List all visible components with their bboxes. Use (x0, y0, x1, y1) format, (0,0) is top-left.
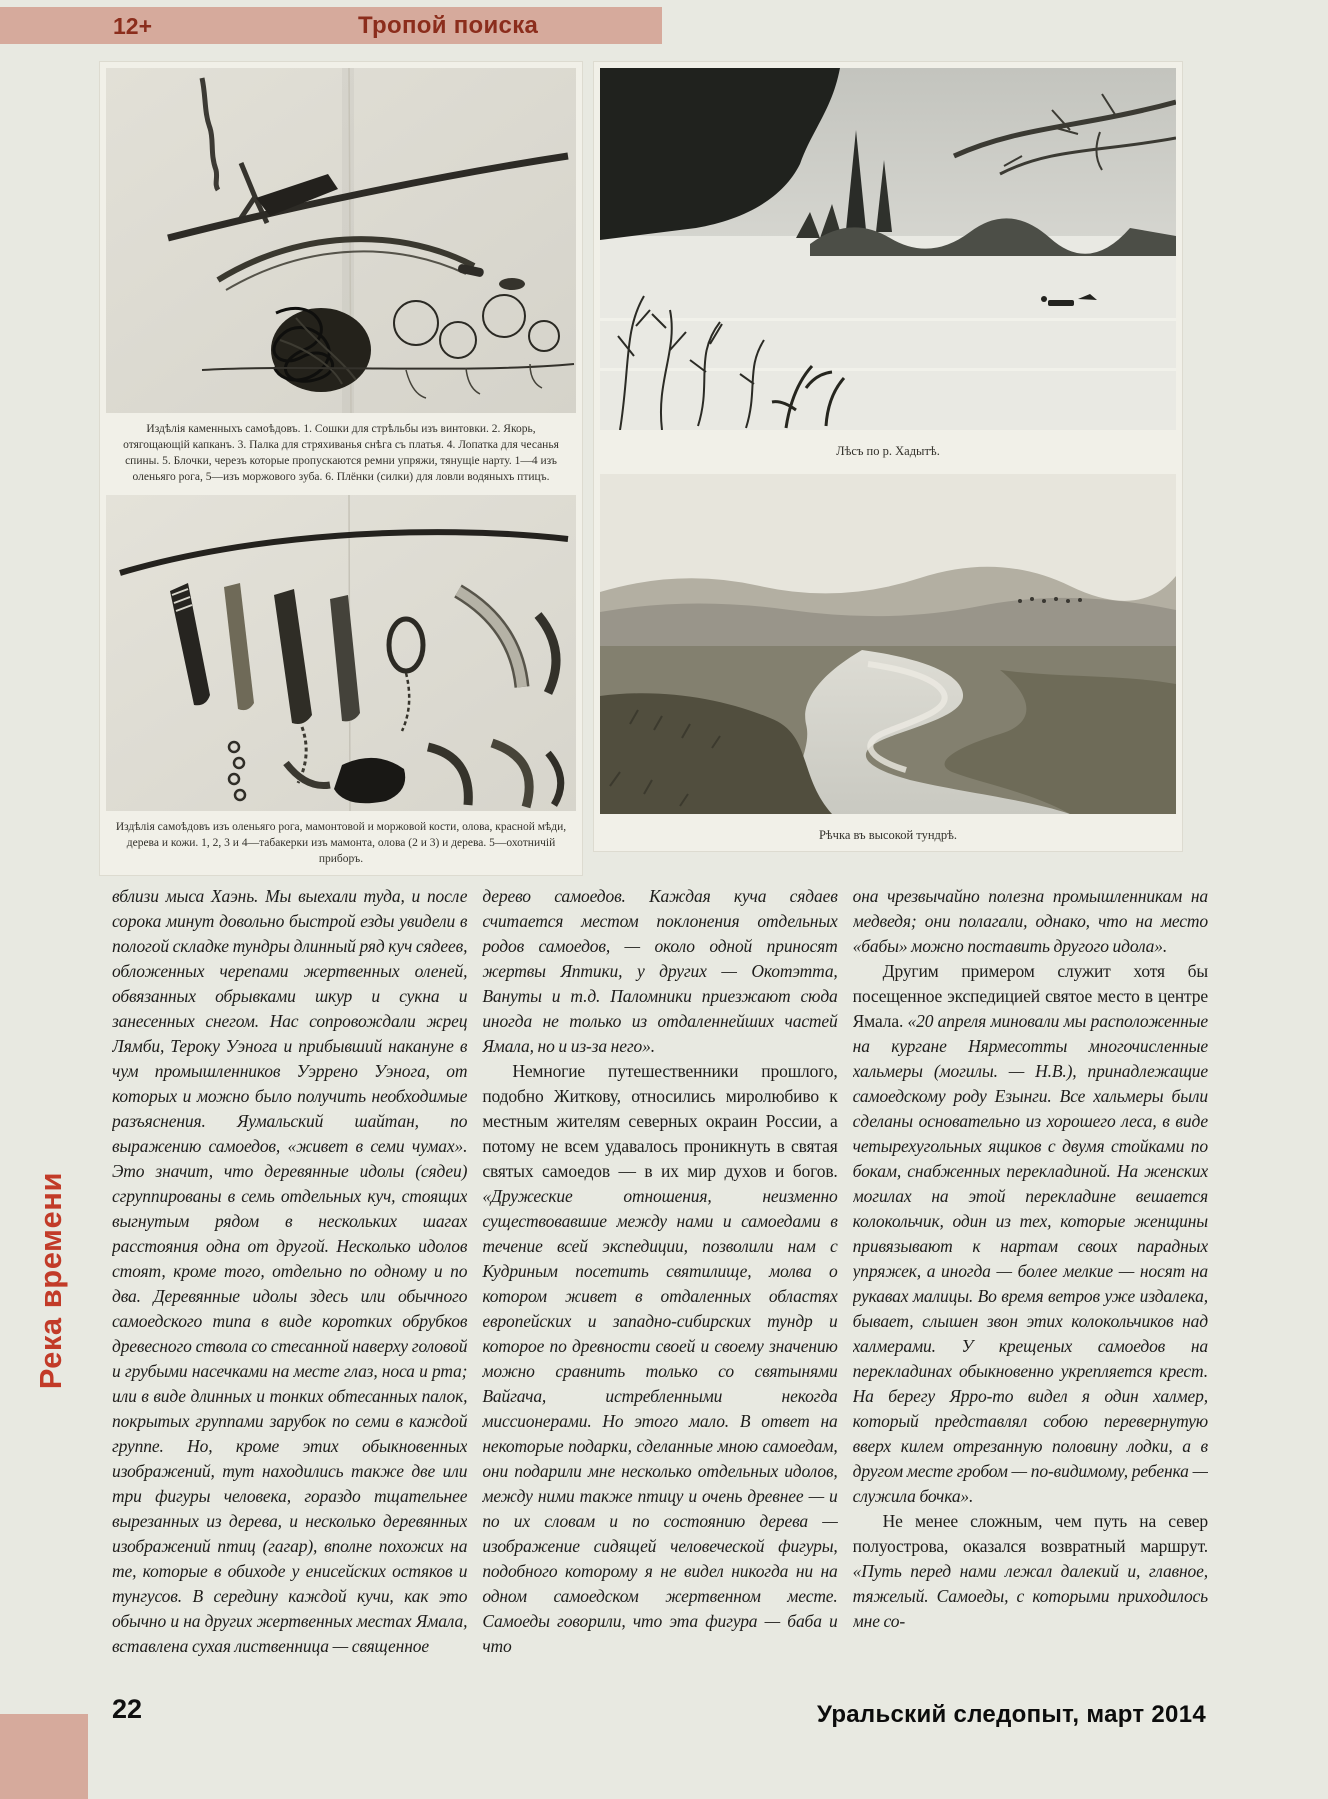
article-column-1 (112, 884, 467, 1696)
tundra-river-photo (600, 474, 1176, 814)
age-rating-badge: 12+ (113, 13, 153, 39)
corner-accent-block (0, 1714, 88, 1799)
stone-artifacts-photo (106, 68, 576, 413)
stone-artifacts-caption: Издѣлія каменныхъ самоѣдовъ. 1. Сошки для стрѣльбы изъ винтовки. 2. Якорь, отягощающій капканъ. 3. Палка для стряхиванья снѣга съ платья. 4. Лопатка для чесанья спины. 5. Блочки, черезъ которые пропускаются ремни упряжи, тянущіе нарту. 1—4 изъ оленьяго рога, 5—изъ моржового зуба. 6. Плёнки (силки) для ловли водяныхъ птицъ. (123, 423, 559, 483)
forest-river-photo (600, 68, 1176, 430)
paragraph-text: Другим примером служит хотя бы посещенное экспедицией святое место в центре Ямала. (852, 961, 1208, 1031)
paragraph (853, 1509, 1208, 1634)
paragraph-text: Не менее сложным, чем путь на север полуострова, оказался возвратный маршрут. (852, 1511, 1208, 1556)
paragraph (853, 959, 1208, 1509)
quote-text: «20 апреля миновали мы расположенные на кургане Нярмесотты многочисленные хальмеры (могилы. — Н.В.), принадлежащие самоедскому роду Езынги. Все хальмеры были сделаны основательно из хорошего леса, в виде четырехугольных ящиков с двумя стойками по бокам, снабженных перекладиной. На женских могилах на этой перекладине вешается колокольчик, один из тех, которые женщины привязывают к нартам своих парадных упряжек, а иногда — более мелкие — носят на рукавах малицы. Во время ветров уже издалека, бывает, слышен звон этих колокольчиков над халмерами. У крещеных самоедов на перекладинах обыкновенно укрепляется крест. На берегу Ярро-то видел я один халмер, который представлял собою перевернутую вверх килем отрезанную половину лодки, а в другом месте гробом — по-видимому, ребенка — служила бочка». (852, 1011, 1208, 1506)
quote-text: «Путь перед нами лежал далекий и, главное, тяжелый. Самоеды, с которыми приходилось мне со- (852, 1561, 1208, 1631)
article-columns (112, 884, 1208, 1696)
forest-river-caption: Лѣсъ по р. Хадытѣ. (836, 444, 940, 458)
article-column-2 (482, 884, 837, 1696)
section-label-text: Река времени (33, 1172, 68, 1390)
bone-artifacts-photo (106, 495, 576, 811)
rubric-banner (0, 7, 662, 44)
bone-artifacts-caption: Издѣлія самоѣдовъ изъ оленьяго рога, мамонтовой и моржовой кости, олова, красной мѣди, дерева и кожи. 1, 2, 3 и 4—табакерки изъ мамонта, олова (2 и 3) и дерева. 5—охотничій приборъ. (115, 821, 567, 865)
section-label-vertical (24, 1133, 78, 1429)
article-column-3 (853, 884, 1208, 1696)
page-number: 22 (112, 1694, 143, 1724)
quote-text: «Дружеские отношения, неизменно существовавшие между нами и самоедами в течение всей экспедиции, позволили нам с Кудриным посетить святилище, молва о котором живет в отдаленных областях европейских и западно-сибирских тундр и которое по древности своей и своему значению можно сравнить только со святынями Вайгача, истребленными некогда миссионерами. Но этого мало. В ответ на некоторые подарки, сделанные мною самоедам, они подарили мне несколько отдельных идолов, между ними также птицу и очень древнее — и по их словам и по состоянию дерева — изображение сидящей человеческой фигуры, подобного которому я не видел никогда ни на одном самоедском жертвенном месте. Самоеды говорили, что эта фигура — баба и что (482, 1186, 838, 1656)
rubric-title: Тропой поиска (358, 12, 539, 39)
paragraph: вблизи мыса Хаэнь. Мы выехали туда, и после сорока минут довольно быстрой езды увидели в пологой складке тундры длинный ряд куч сядеев, обложенных черепами жертвенных оленей, обвязанных обрывками шкур и сукна и занесенных снегом. Нас сопровождали жрец Лямби, Тероку Уэнога и прибывший накануне в чум промышленников Уэррено Уэнога, от которых и можно было получить необходимые разъяснения. Яумальский шайтан, по выражению самоедов, «живет в семи чумах». Это значит, что деревянные идолы (сядеи) сгруппированы в семь отдельных куч, стоящих выгнутым рядом в нескольких шагах расстояния одна от другой. Несколько идолов стоят, кроме того, отдельно по одному и по два. Деревянные идолы здесь или обычного самоедского типа в виде коротких обрубков древесного ствола со стесанной наверху головой и грубыми насечками на месте глаз, носа и рта; или в виде длинных и тонких обтесанных палок, покрытых группами зарубок по семи в каждой группе. Но, кроме этих обыкновенных изображений, тут находились также две или три фигуры человека, гораздо тщательнее вырезанных из дерева, и несколько деревянных изображений птиц (гагар), вполне похожих на те, которые в обиходе у енисейских остяков и тунгусов. В середину каждой кучи, как это обычно и на других жертвенных местах Ямала, вставлена сухая лиственница — священное (112, 886, 468, 1656)
paragraph-text: Немногие путешественники прошлого, подобно Житкову, относились миролюбиво к местным жителям северных окраин России, а потому не всем удавалось проникнуть в святая святых самоедов — в их мир духов и богов. (482, 1061, 838, 1181)
paragraph: она чрезвычайно полезна промышленникам на медведя; они полагали, однако, что на место «бабы» можно поставить другого идола». (852, 886, 1208, 956)
magazine-issue-label: Уральский следопыт, март 2014 (817, 1701, 1206, 1728)
landscapes-plate (594, 62, 1182, 851)
paragraph (482, 1059, 837, 1659)
paragraph: дерево самоедов. Каждая куча сядаев считается местом поклонения отдельных родов самоедов, — около одной приносят жертвы Яптики, у других — Окотэтта, Вануты и т.д. Паломники приезжают сюда иногда не только из отдаленнейших частей Ямала, но и из-за него». (482, 886, 838, 1056)
artifacts-plate (100, 62, 582, 875)
tundra-river-caption: Рѣчка въ высокой тундрѣ. (818, 828, 958, 842)
